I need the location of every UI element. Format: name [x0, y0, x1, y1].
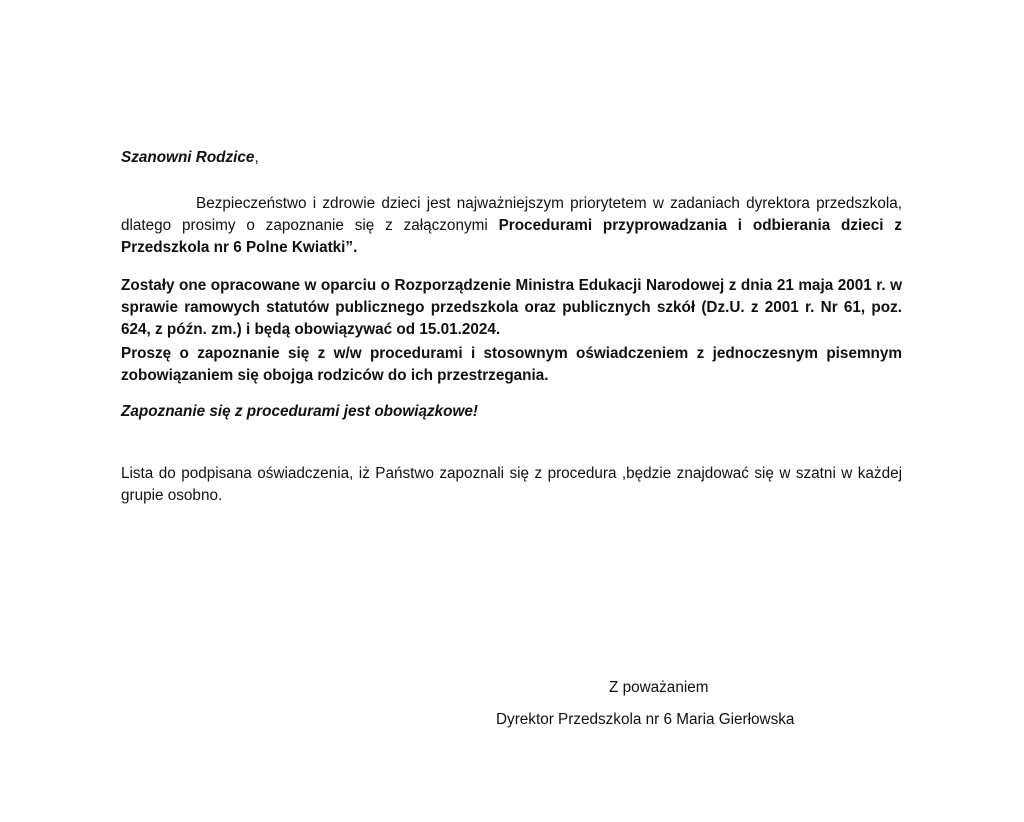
closing-salutation: Z poważaniem [609, 679, 709, 696]
paragraph-request: Proszę o zapoznanie się z w/w procedurami i stosownym oświadczeniem z jednoczesnym pisemnym zobowiązaniem się obojga rodziców do ich przestrzegania. [121, 345, 902, 384]
greeting-text: Szanowni Rodzice [121, 149, 255, 166]
paragraph-mandatory: Zapoznanie się z procedurami jest obowiązkowe! [121, 403, 479, 420]
effective-date: będą obowiązywać od 15.01.2024. [254, 321, 501, 338]
greeting-comma: , [254, 149, 259, 166]
signature: Dyrektor Przedszkola nr 6 Maria Gierłowska [496, 711, 795, 728]
paragraph-legal-basis [121, 275, 902, 341]
greeting [121, 147, 259, 169]
paragraph-intro-text: Bezpieczeństwo i zdrowie dzieci jest najważniejszym priorytetem w zadaniach dyrektora przedszkola, dlatego prosimy o zapoznanie się z załączonymi [121, 195, 902, 234]
paragraph-intro [121, 193, 902, 259]
legal-basis-intro: Zostały one opracowane w oparciu o [121, 277, 395, 294]
procedures-title: Procedurami przyprowadzania i odbierania dzieci z Przedszkola nr 6 Polne Kwiatki”. [121, 217, 903, 256]
regulation-reference: Rozporządzenie Ministra Edukacji Narodowej z dnia 21 maja 2001 r. w sprawie ramowych statutów publicznego przedszkola oraz publicznych szkół (Dz.U. z 2001 r. Nr 61, poz. 624, z późn. zm.) i [121, 277, 902, 338]
paragraph-signature-list: Lista do podpisana oświadczenia, iż Państwo zapoznali się z procedura ,będzie znajdować się w szatni w każdej grupie osobno. [121, 465, 902, 504]
